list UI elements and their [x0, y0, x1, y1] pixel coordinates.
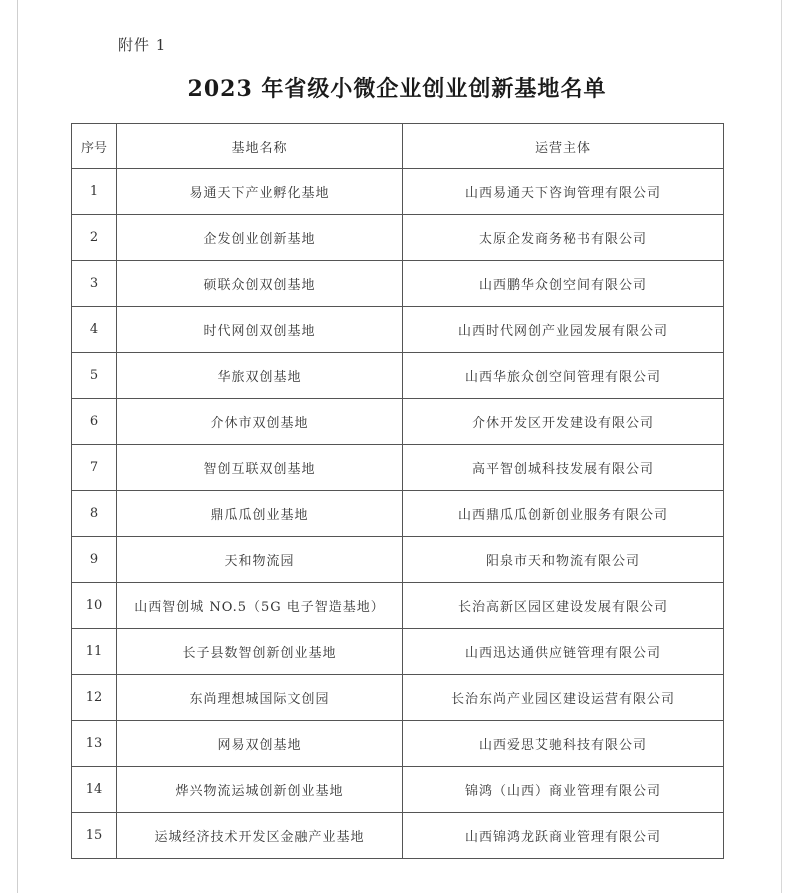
table-row: [72, 721, 724, 767]
cell-operator: 山西华旅众创空间管理有限公司: [403, 353, 724, 399]
table-row: [72, 537, 724, 583]
table-row: [72, 629, 724, 675]
cell-serial: 8: [72, 491, 117, 537]
cell-base-name: 烨兴物流运城创新创业基地: [117, 767, 403, 813]
cell-operator: 山西鹏华众创空间有限公司: [403, 261, 724, 307]
cell-serial: 9: [72, 537, 117, 583]
table-row: [72, 491, 724, 537]
cell-serial: 13: [72, 721, 117, 767]
cell-serial: 11: [72, 629, 117, 675]
cell-base-name: 企发创业创新基地: [117, 215, 403, 261]
cell-serial: 5: [72, 353, 117, 399]
cell-operator: 山西锦鸿龙跃商业管理有限公司: [403, 813, 724, 859]
table-row: [72, 261, 724, 307]
cell-operator: 山西鼎瓜瓜创新创业服务有限公司: [403, 491, 724, 537]
cell-base-name: 硕联众创双创基地: [117, 261, 403, 307]
cell-operator: 长治东尚产业园区建设运营有限公司: [403, 675, 724, 721]
cell-serial: 7: [72, 445, 117, 491]
cell-operator: 山西时代网创产业园发展有限公司: [403, 307, 724, 353]
header-base-name: 基地名称: [117, 124, 403, 169]
cell-operator: 锦鸿（山西）商业管理有限公司: [403, 767, 724, 813]
cell-serial: 4: [72, 307, 117, 353]
table-header-row: [72, 124, 724, 169]
table-row: [72, 583, 724, 629]
cell-base-name: 时代网创双创基地: [117, 307, 403, 353]
table-row: [72, 813, 724, 859]
cell-operator: 太原企发商务秘书有限公司: [403, 215, 724, 261]
cell-serial: 15: [72, 813, 117, 859]
cell-serial: 6: [72, 399, 117, 445]
table-row: [72, 307, 724, 353]
scan-edge-left: [17, 0, 18, 893]
cell-base-name: 华旅双创基地: [117, 353, 403, 399]
cell-base-name: 运城经济技术开发区金融产业基地: [117, 813, 403, 859]
cell-base-name: 易通天下产业孵化基地: [117, 169, 403, 215]
header-serial: 序号: [72, 124, 117, 169]
cell-base-name: 天和物流园: [117, 537, 403, 583]
document-title: 2023 年省级小微企业创业创新基地名单: [187, 76, 607, 102]
cell-base-name: 网易双创基地: [117, 721, 403, 767]
cell-operator: 阳泉市天和物流有限公司: [403, 537, 724, 583]
table-row: [72, 675, 724, 721]
cell-serial: 14: [72, 767, 117, 813]
attachment-label: 附件 1: [118, 36, 167, 54]
cell-base-name: 长子县数智创新创业基地: [117, 629, 403, 675]
cell-base-name: 介休市双创基地: [117, 399, 403, 445]
cell-operator: 长治高新区园区建设发展有限公司: [403, 583, 724, 629]
cell-serial: 2: [72, 215, 117, 261]
table-row: [72, 767, 724, 813]
cell-operator: 高平智创城科技发展有限公司: [403, 445, 724, 491]
table-row: [72, 445, 724, 491]
cell-serial: 1: [72, 169, 117, 215]
cell-base-name: 智创互联双创基地: [117, 445, 403, 491]
scan-edge-right: [781, 0, 782, 893]
header-operator: 运营主体: [403, 124, 724, 169]
cell-base-name: 东尚理想城国际文创园: [117, 675, 403, 721]
cell-serial: 12: [72, 675, 117, 721]
table-row: [72, 353, 724, 399]
cell-operator: 山西易通天下咨询管理有限公司: [403, 169, 724, 215]
cell-serial: 10: [72, 583, 117, 629]
cell-base-name: 山西智创城 NO.5（5G 电子智造基地）: [117, 583, 403, 629]
base-list-table: [71, 123, 724, 859]
table-row: [72, 169, 724, 215]
cell-operator: 山西迅达通供应链管理有限公司: [403, 629, 724, 675]
table-row: [72, 215, 724, 261]
cell-serial: 3: [72, 261, 117, 307]
cell-base-name: 鼎瓜瓜创业基地: [117, 491, 403, 537]
cell-operator: 介休开发区开发建设有限公司: [403, 399, 724, 445]
cell-operator: 山西爱思艾驰科技有限公司: [403, 721, 724, 767]
table-row: [72, 399, 724, 445]
